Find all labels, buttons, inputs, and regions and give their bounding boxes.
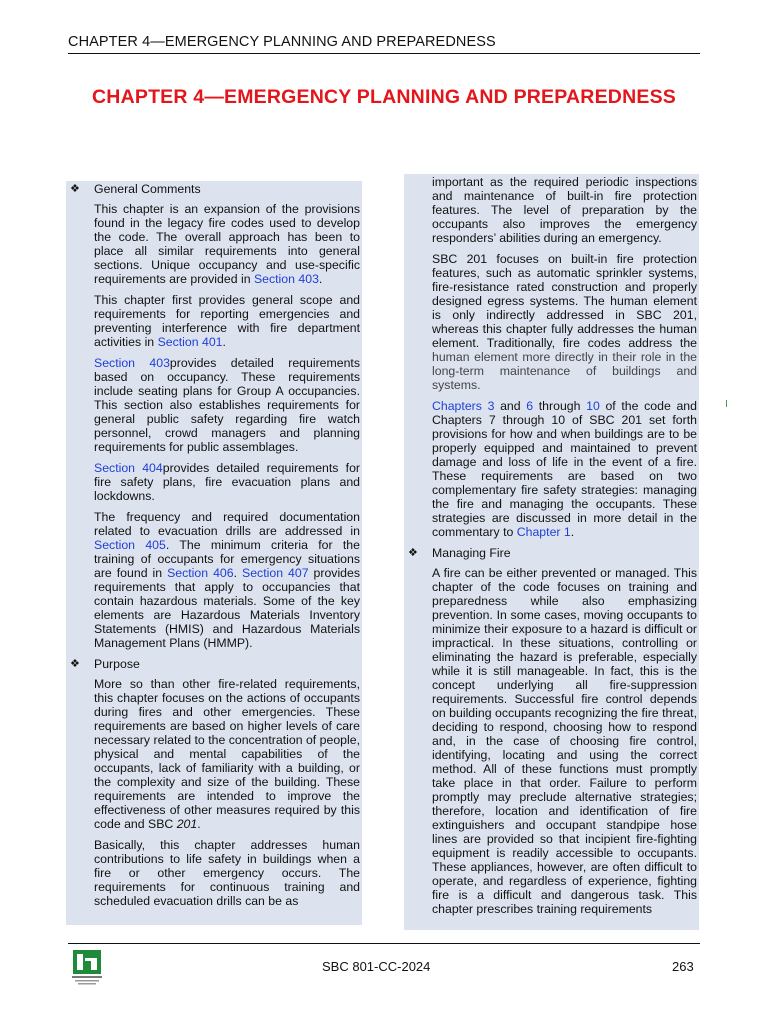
paragraph: Section 403provides detailed requirements based on occupancy. These requirements include seating plans for Group A occupancies. This section also establishes requirements for general public safety regarding fire watch personnel, crowd managers and planning requirements for public assemblages. xyxy=(94,356,361,454)
link-section-403[interactable]: Section 403 xyxy=(253,272,319,286)
diamond-bullet-icon: ❖ xyxy=(408,547,418,559)
header-rule xyxy=(68,53,700,54)
link-chapter-1[interactable]: Chapter 1 xyxy=(516,525,571,539)
link-section-407[interactable]: Section 407 xyxy=(242,566,309,580)
link-section-401[interactable]: Section 401 xyxy=(157,335,223,349)
link-section-404[interactable]: Section 404 xyxy=(94,461,163,475)
link-section-406[interactable]: Section 406 xyxy=(167,566,234,580)
paragraph: important as the required periodic inspections and maintenance of built-in fire protection features. The level of preparation by the occupants also improves the emergency responders’ abilities during an emergency. xyxy=(432,175,697,245)
paragraph: This chapter first provides general scope and requirements for reporting emergencies and preventing interference with fire department activities in Section 401. xyxy=(94,293,360,349)
paragraph: Section 404provides detailed requirements for fire safety plans, fire evacuation plans and lockdowns. xyxy=(94,461,360,503)
page-number: 263 xyxy=(672,959,694,974)
diamond-bullet-icon: ❖ xyxy=(70,658,80,670)
footer-code-id: SBC 801-CC-2024 xyxy=(322,959,431,974)
running-head: CHAPTER 4—EMERGENCY PLANNING AND PREPAREDNESS xyxy=(68,34,496,50)
paragraph: SBC 201 focuses on built-in fire protection features, such as automatic sprinkler systems, fire-resistance rated construction and properly designed egress systems. The human element is only indirectly addressed in SBC 201, whereas this chapter fully addresses the human element. Traditionally, fire codes address the human element more directly in their role in the long-term maintenance of buildings and systems. xyxy=(432,252,697,392)
left-column xyxy=(66,181,362,925)
right-column xyxy=(404,174,699,930)
paragraph: More so than other fire-related requirements, this chapter focuses on the actions of occupants during fires and other emergencies. These requirements are based on higher levels of care necessary related to the concentration of people, physical and mental capabilities of the occupants, lack of familiarity with a building, or the complexity and size of the building. These requirements are intended to improve the effectiveness of other measures required by this code and SBC 201. xyxy=(94,677,360,831)
paragraph: This chapter is an expansion of the provisions found in the legacy fire codes used to develop the code. The overall approach has been to place all similar requirements into general sections. Unique occupancy and use-specific requirements are provided in Section 403. xyxy=(94,202,360,286)
link-section-405[interactable]: Section 405 xyxy=(94,538,166,552)
link-chapter-3[interactable]: 3 xyxy=(487,399,495,413)
chapter-title: CHAPTER 4—EMERGENCY PLANNING AND PREPAREDNESS xyxy=(92,86,676,108)
margin-change-marker xyxy=(726,400,727,407)
paragraph: Basically, this chapter addresses human contributions to life safety in buildings when a fire or other emergency occurs. The requirements for continuous training and scheduled evacuation drills can be as xyxy=(94,838,360,908)
paragraph: A fire can be either prevented or managed. This chapter of the code focuses on training and preparedness while also emphasizing prevention. In some cases, moving occupants to minimize their exposure to a hazard is difficult or impractical. In these situations, controlling or eliminating the hazard is preferable, especially while it is still manageable. In fact, this is the concept underlying all fire-suppression requirements. Successful fire control depends on building occupants recognizing the fire threat, deciding to respond, choosing how to respond and, in the case of choosing fire control, identifying, locating and using the correct method. All of these functions must promptly take place in that order. Failure to perform promptly may preclude alternative strategies; therefore, location and identification of fire extinguishers and occupant standpipe hose lines are provided so that incipient fire-fighting equipment is readily accessible to occupants. These appliances, however, are often difficult to operate, and regardless of experience, fighting fire is a difficult and dangerous task. This chapter prescribes training requirements xyxy=(432,566,697,916)
section-heading-purpose: ❖ Purpose xyxy=(70,657,140,671)
paragraph: Chapters 3 and 6 through 10 of the code and Chapters 7 through 10 of SBC 201 set forth provisions for how and when buildings are to be properly equipped and maintained to prevent damage and loss of life in the event of a fire. These requirements are based on two complementary fire safety strategies: managing the fire and managing the occupants. These strategies are discussed in more detail in the commentary to Chapter 1. xyxy=(432,399,697,539)
diamond-bullet-icon: ❖ xyxy=(70,183,80,195)
link-chapter-6[interactable]: 6 xyxy=(526,399,534,413)
section-heading-managing-fire: ❖ Managing Fire xyxy=(408,546,511,560)
footer-rule xyxy=(68,943,700,944)
link-chapter-10[interactable]: 10 xyxy=(586,399,600,413)
paragraph: The frequency and required documentation related to evacuation drills are addressed in Section 405. The minimum criteria for the training of occupants for emergency situations are found in Section 406. Section 407 provides requirements that apply to occupancies that contain hazardous materials. Some of the key elements are Hazardous Materials Inventory Statements (HMIS) and Hazardous Materials Management Plans (HMMP). xyxy=(94,510,361,650)
saudi-building-code-logo xyxy=(70,948,104,986)
link-section-403[interactable]: Section 403 xyxy=(94,356,170,370)
section-heading-general-comments: ❖ General Comments xyxy=(70,182,201,196)
